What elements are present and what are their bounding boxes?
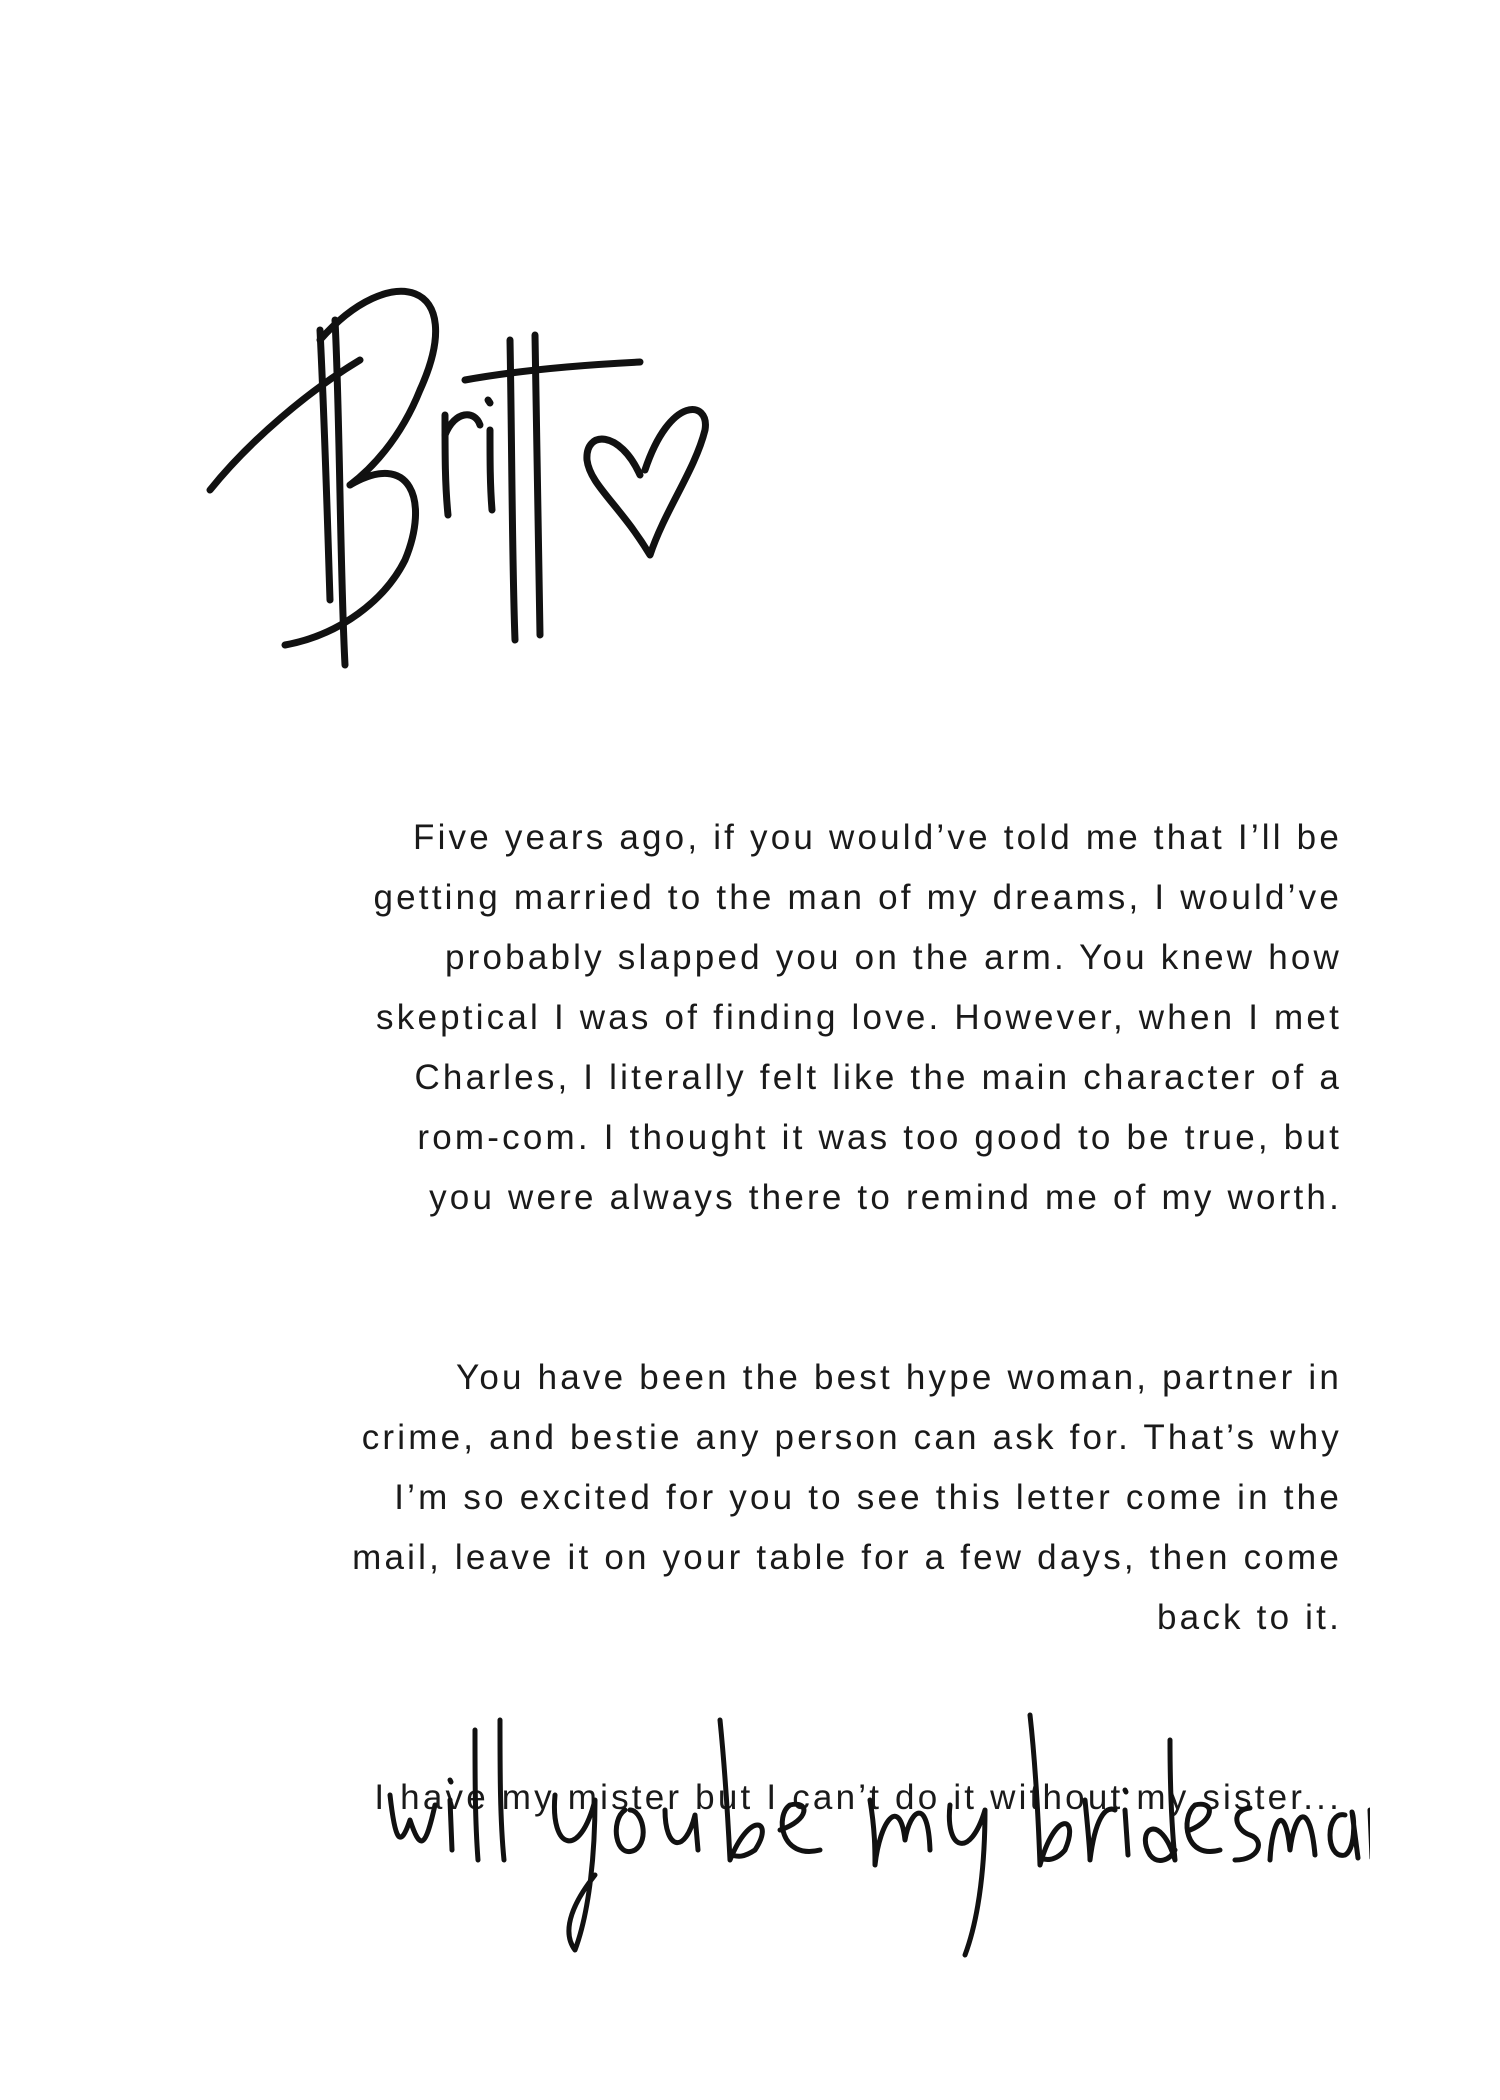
letter-paragraph: Five years ago, if you would’ve told me that I’ll be getting married to the man of my dreams, I would’ve probably slapped you on the arm. You knew how skeptical I was of finding love. However, when I met Charles, I literally felt like the main character of a rom-com. I thought it was too good to be true, but you were always there to remind me of my worth.	[373, 818, 1342, 1217]
letter-paragraph: I have my mister but I can’t do it without my sister...	[374, 1778, 1342, 1817]
closing-question-script	[380, 1700, 1370, 1960]
recipient-name-script	[190, 270, 790, 690]
letter-paragraph: You have been the best hype woman, partner in crime, and bestie any person can ask for. That’s why I’m so excited for you to see this letter come in the mail, leave it on your table for a few days, then come back to it.	[352, 1358, 1342, 1637]
handwritten-britt-heart	[190, 270, 790, 690]
handwritten-will-you-be-my-bridesmaid	[380, 1700, 1370, 1960]
